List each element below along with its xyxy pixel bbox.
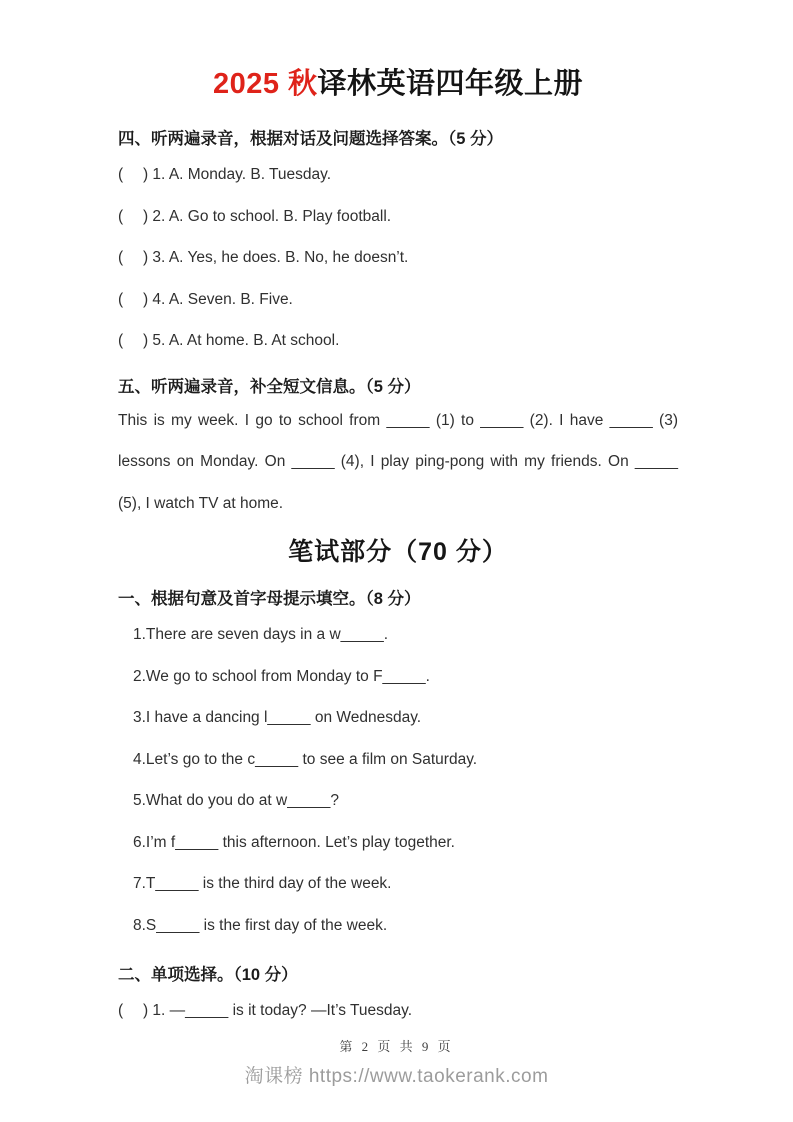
section-two-heading: 二、单项选择。（10 分） <box>118 966 298 984</box>
multiple-choice-item-1: ( ) 1. —_____ is it today? —It’s Tuesday. <box>118 1002 413 1019</box>
page-number: 第 2 页 共 9 页 <box>339 1039 454 1054</box>
site-watermark: 淘课榜 https://www.taokerank.com <box>244 1066 549 1087</box>
section-five-heading: 五、听两遍录音，补全短文信息。（5 分） <box>118 377 421 396</box>
fill-in-item-2: 2.We go to school from Monday to F_____. <box>133 667 430 685</box>
fill-in-item-5: 5.What do you do at w_____? <box>133 792 339 809</box>
fill-in-item-1: 1.There are seven days in a w_____. <box>133 626 389 643</box>
cloze-passage: This is my week. I go to school from _____ (1) to _____ (2). I have _____ (3) lessons on Monday. On _____ (4), I play ping-pong with my friends. On _____ (5), I watch TV at home. <box>118 411 678 512</box>
fill-in-item-6: 6.I’m f_____ this afternoon. Let’s play together. <box>133 833 455 851</box>
written-part-heading: 笔试部分（70 分） <box>288 538 508 566</box>
listening-choice-item-2: ( ) 2. A. Go to school. B. Play football. <box>118 207 392 225</box>
listening-choice-item-1: ( ) 1. A. Monday. B. Tuesday. <box>118 166 332 183</box>
section-two-items <box>118 990 678 1032</box>
section-four-heading: 四、听两遍录音，根据对话及问题选择答案。（5 分） <box>118 130 504 148</box>
section-four-items <box>118 154 678 362</box>
title-book-name: 译林英语四年级上册 <box>317 68 584 100</box>
listening-choice-item-3: ( ) 3. A. Yes, he does. B. No, he doesn’t. <box>118 249 409 266</box>
fill-in-item-8: 8.S_____ is the first day of the week. <box>133 916 388 934</box>
section-one-items <box>118 614 678 946</box>
page-title <box>118 66 678 102</box>
listening-choice-item-5: ( ) 5. A. At home. B. At school. <box>118 332 340 349</box>
fill-in-item-7: 7.T_____ is the third day of the week. <box>133 875 392 892</box>
listening-choice-item-4: ( ) 4. A. Seven. B. Five. <box>118 290 293 308</box>
section-one-heading: 一、根据句意及首字母提示填空。（8 分） <box>118 590 421 608</box>
fill-in-item-4: 4.Let’s go to the c_____ to see a film on Saturday. <box>133 750 478 768</box>
title-year-season: 2025 秋 <box>212 68 318 100</box>
fill-in-item-3: 3.I have a dancing l_____ on Wednesday. <box>133 709 422 726</box>
